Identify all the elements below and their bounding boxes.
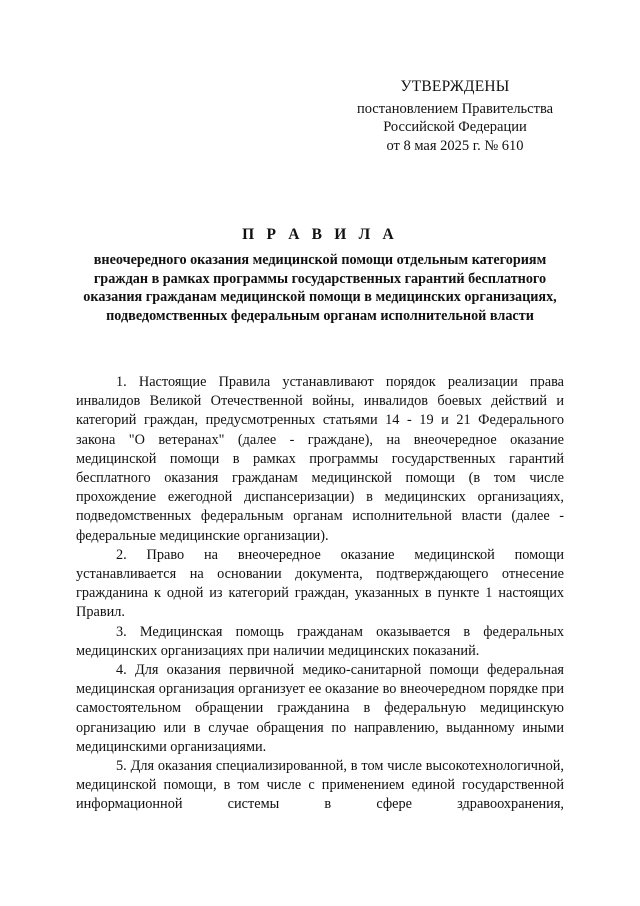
document-subtitle: внеочередного оказания медицинской помощи отдельным категориям граждан в рамках программы государственных гарантий бесплатного оказания гражданам медицинской помощи в медицинских организациях, подведомственных федеральным органам исполнительной власти: [83, 252, 557, 324]
paragraph-3: 3. Медицинская помощь гражданам оказывается в федеральных медицинских организациях при наличии медицинских показаний.: [76, 623, 564, 659]
paragraph-2: 2. Право на внеочередное оказание медицинской помощи устанавливается на основании документа, подтверждающего отнесение гражданина к одной из категорий граждан, указанных в пункте 1 настоящих Правил.: [76, 546, 564, 621]
paragraph-1: 1. Настоящие Правила устанавливают порядок реализации права инвалидов Великой Отечественной войны, инвалидов боевых действий и категорий граждан, предусмотренных статьями 14 - 19 и 21 Федерального закона "О ветеранах" (далее - граждане), на внеочередное оказание медицинской помощи в рамках программы государственных гарантий бесплатного оказания гражданам медицинской помощи (в том числе прохождение ежегодной диспансеризации) в медицинских организациях, подведомственных федеральным органам исполнительной власти (далее - федеральные медицинские организации).: [76, 374, 564, 544]
paragraph-4: 4. Для оказания первичной медико-санитарной помощи федеральная медицинская организация организует ее оказание во внеочередном порядке при самостоятельном обращении гражданина в федеральную медицинскую организацию или в случае обращения по направлению, выданному иными медицинскими организациями.: [76, 662, 564, 755]
document-body: [76, 373, 564, 815]
approval-line-2: Российской Федерации: [383, 119, 527, 135]
approval-heading: УТВЕРЖДЕНЫ: [400, 78, 510, 95]
document-title: П Р А В И Л А: [242, 226, 398, 243]
paragraph-5: 5. Для оказания специализированной, в том числе высокотехнологичной, медицинской помощи, в том числе с применением единой государственной информационной системы в сфере здравоохранения,: [76, 758, 564, 813]
approval-stamp: [340, 78, 570, 155]
approval-line-1: постановлением Правительства: [356, 100, 554, 117]
approval-line-3: от 8 мая 2025 г. № 610: [386, 137, 524, 154]
